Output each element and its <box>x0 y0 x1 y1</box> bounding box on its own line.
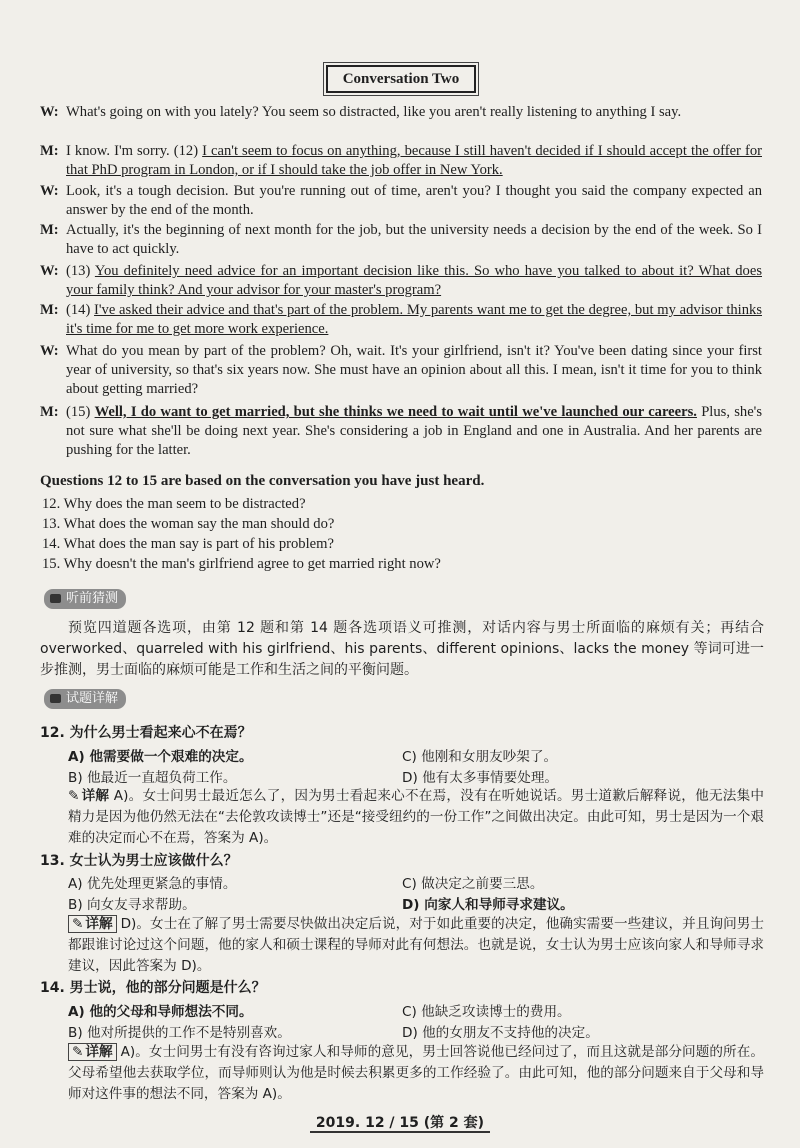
dialogue-text: (13) <box>66 263 95 279</box>
speaker-label: M: <box>40 143 59 159</box>
question-item: 15. Why doesn't the man's girlfriend agree to get married right now? <box>42 556 441 572</box>
explanation-tag: 详解 <box>81 788 110 804</box>
question-item: 12. Why does the man seem to be distracted? <box>42 496 306 512</box>
explanation <box>68 1042 764 1105</box>
speaker-label: W: <box>40 343 59 359</box>
speaker-label: M: <box>40 404 59 420</box>
dialogue-line <box>40 301 762 339</box>
dialogue-text: I know. I'm sorry. (12) <box>66 143 203 159</box>
explanation-text: A)。女士问男士有没有咨询过家人和导师的意见，男士回答说他已经问过了，而且这就是部分问题的所在。父母希望他去获取学位，而导师则认为他是时候去积累更多的工作经验了。由此可知，他的部分问题来自于父母和导师对这件事的想法不同，答案为 A)。 <box>68 1044 764 1102</box>
explanation-text: A)。女士问男士最近怎么了，因为男士看起来心不在焉，没有在听她说话。男士道歉后解释说，他无法集中精力是因为他仍然无法在“去伦敦攻读博士”还是“接受纽约的一份工作”之间做出决定。由此可知，男士是因为一个艰难的决定而心不在焉，答案为 A)。 <box>68 788 764 846</box>
option-a: A) 他的父母和导师想法不同。 <box>68 1004 253 1020</box>
section-tag-predict <box>44 589 126 609</box>
dialogue-text: What's going on with you lately? You seem so distracted, like you aren't really listening to anything I say. <box>66 104 682 120</box>
section-tag-label: 听前猜测 <box>66 591 119 606</box>
detail-question: 13. 女士认为男士应该做什么？ <box>40 853 238 869</box>
dialogue-text: Plus, she's not sure what she'll be doing next year. She's considering a job in England and one in Australia. And her parents are pushing for the latter. <box>66 404 762 458</box>
option-d: D) 他有太多事情要处理。 <box>402 770 559 786</box>
section-tag-detail <box>44 689 126 709</box>
speaker-label: M: <box>40 222 59 238</box>
answer-underline: I can't seem to focus on anything, because I still haven't decided if I should accept the offer for that PhD program in London, or if I should take the job offer in New York. <box>66 143 762 178</box>
question-item: 13. What does the woman say the man should do? <box>42 516 335 532</box>
explanation-text: D)。女士在了解了男士需要尽快做出决定后说，对于如此重要的决定，他确实需要一些建议，并且询问男士都跟谁讨论过这个问题，他的家人和硕士课程的导师对此有何想法。也就是说，女士认为男士应该向家人和导师寻求建议，因此答案为 D)。 <box>68 916 764 974</box>
explanation-tag: ✎ 详解 <box>68 1043 117 1061</box>
question-item: 14. What does the man say is part of his problem? <box>42 536 334 552</box>
dialogue-text: Look, it's a tough decision. But you're running out of time, aren't you? I thought you said the company expected an answer by the end of the month. <box>66 183 762 218</box>
detail-question: 14. 男士说，他的部分问题是什么？ <box>40 980 266 996</box>
pencil-icon: ✎ <box>68 788 80 804</box>
footer-text: 2019. 12 / 15 (第 2 套) <box>310 1115 490 1133</box>
folder-icon <box>50 594 61 603</box>
dialogue-line <box>40 262 762 300</box>
dialogue-line <box>40 182 762 220</box>
dialogue-line <box>40 342 762 399</box>
dialogue-line <box>40 403 762 460</box>
answer-underline: You definitely need advice for an important decision like this. So who have you talked to about it? What does your family think? And your advisor for your master's program? <box>66 263 762 298</box>
speaker-label: W: <box>40 263 59 279</box>
dialogue-line <box>40 142 762 180</box>
option-d: D) 向家人和导师寻求建议。 <box>402 897 574 913</box>
explanation-tag: ✎ 详解 <box>68 915 117 933</box>
option-b: B) 他最近一直超负荷工作。 <box>68 770 237 786</box>
option-a: A) 优先处理更紧急的事情。 <box>68 876 237 892</box>
predict-paragraph: 预览四道题各选项，由第 12 题和第 14 题各选项语义可推测，对话内容与男士所面临的麻烦有关；再结合 overworked、quarreled with his girlfriend、his parents、different opinions、lacks the money 等词可进一步推测，男士面临的麻烦可能是工作和生活之间的平衡问题。 <box>40 620 764 678</box>
questions-heading: Questions 12 to 15 are based on the conversation you have just heard. <box>40 473 485 489</box>
section-tag-label: 试题详解 <box>66 691 119 706</box>
option-c: C) 他刚和女朋友吵架了。 <box>402 749 558 765</box>
book-icon <box>50 694 61 703</box>
option-c: C) 做决定之前要三思。 <box>402 876 544 892</box>
dialogue-line <box>40 221 762 259</box>
speaker-label: W: <box>40 104 59 120</box>
option-a: A) 他需要做一个艰难的决定。 <box>68 749 253 765</box>
answer-underline: Well, I do want to get married, but she thinks we need to wait until we've launched our careers. <box>94 404 697 420</box>
option-b: B) 他对所提供的工作不是特别喜欢。 <box>68 1025 291 1041</box>
pencil-icon: ✎ <box>72 1044 84 1060</box>
detail-question: 12. 为什么男士看起来心不在焉？ <box>40 725 252 741</box>
dialogue-text: (15) <box>66 404 95 420</box>
dialogue-line <box>40 103 762 122</box>
page-footer <box>0 1112 800 1132</box>
explanation <box>68 786 764 849</box>
option-b: B) 向女友寻求帮助。 <box>68 897 196 913</box>
option-c: C) 他缺乏攻读博士的费用。 <box>402 1004 571 1020</box>
conversation-title: Conversation Two <box>326 65 476 93</box>
speaker-label: M: <box>40 302 59 318</box>
answer-underline: I've asked their advice and that's part of the problem. My parents want me to get the degree, but my advisor thinks it's time for me to get more work experience. <box>66 302 762 337</box>
explanation <box>68 914 764 977</box>
dialogue-text: (14) <box>66 302 95 318</box>
option-d: D) 他的女朋友不支持他的决定。 <box>402 1025 599 1041</box>
pencil-icon: ✎ <box>72 916 84 932</box>
dialogue-text: Actually, it's the beginning of next month for the job, but the university needs a decision by the end of the week. So I have to act quickly. <box>66 222 762 257</box>
dialogue-text: What do you mean by part of the problem? Oh, wait. It's your girlfriend, isn't it? You've been dating since your first year of university, so that's six years now. She must have an opinion about all this. I mean, isn't it time for you to think about getting married? <box>66 343 762 397</box>
speaker-label: W: <box>40 183 59 199</box>
